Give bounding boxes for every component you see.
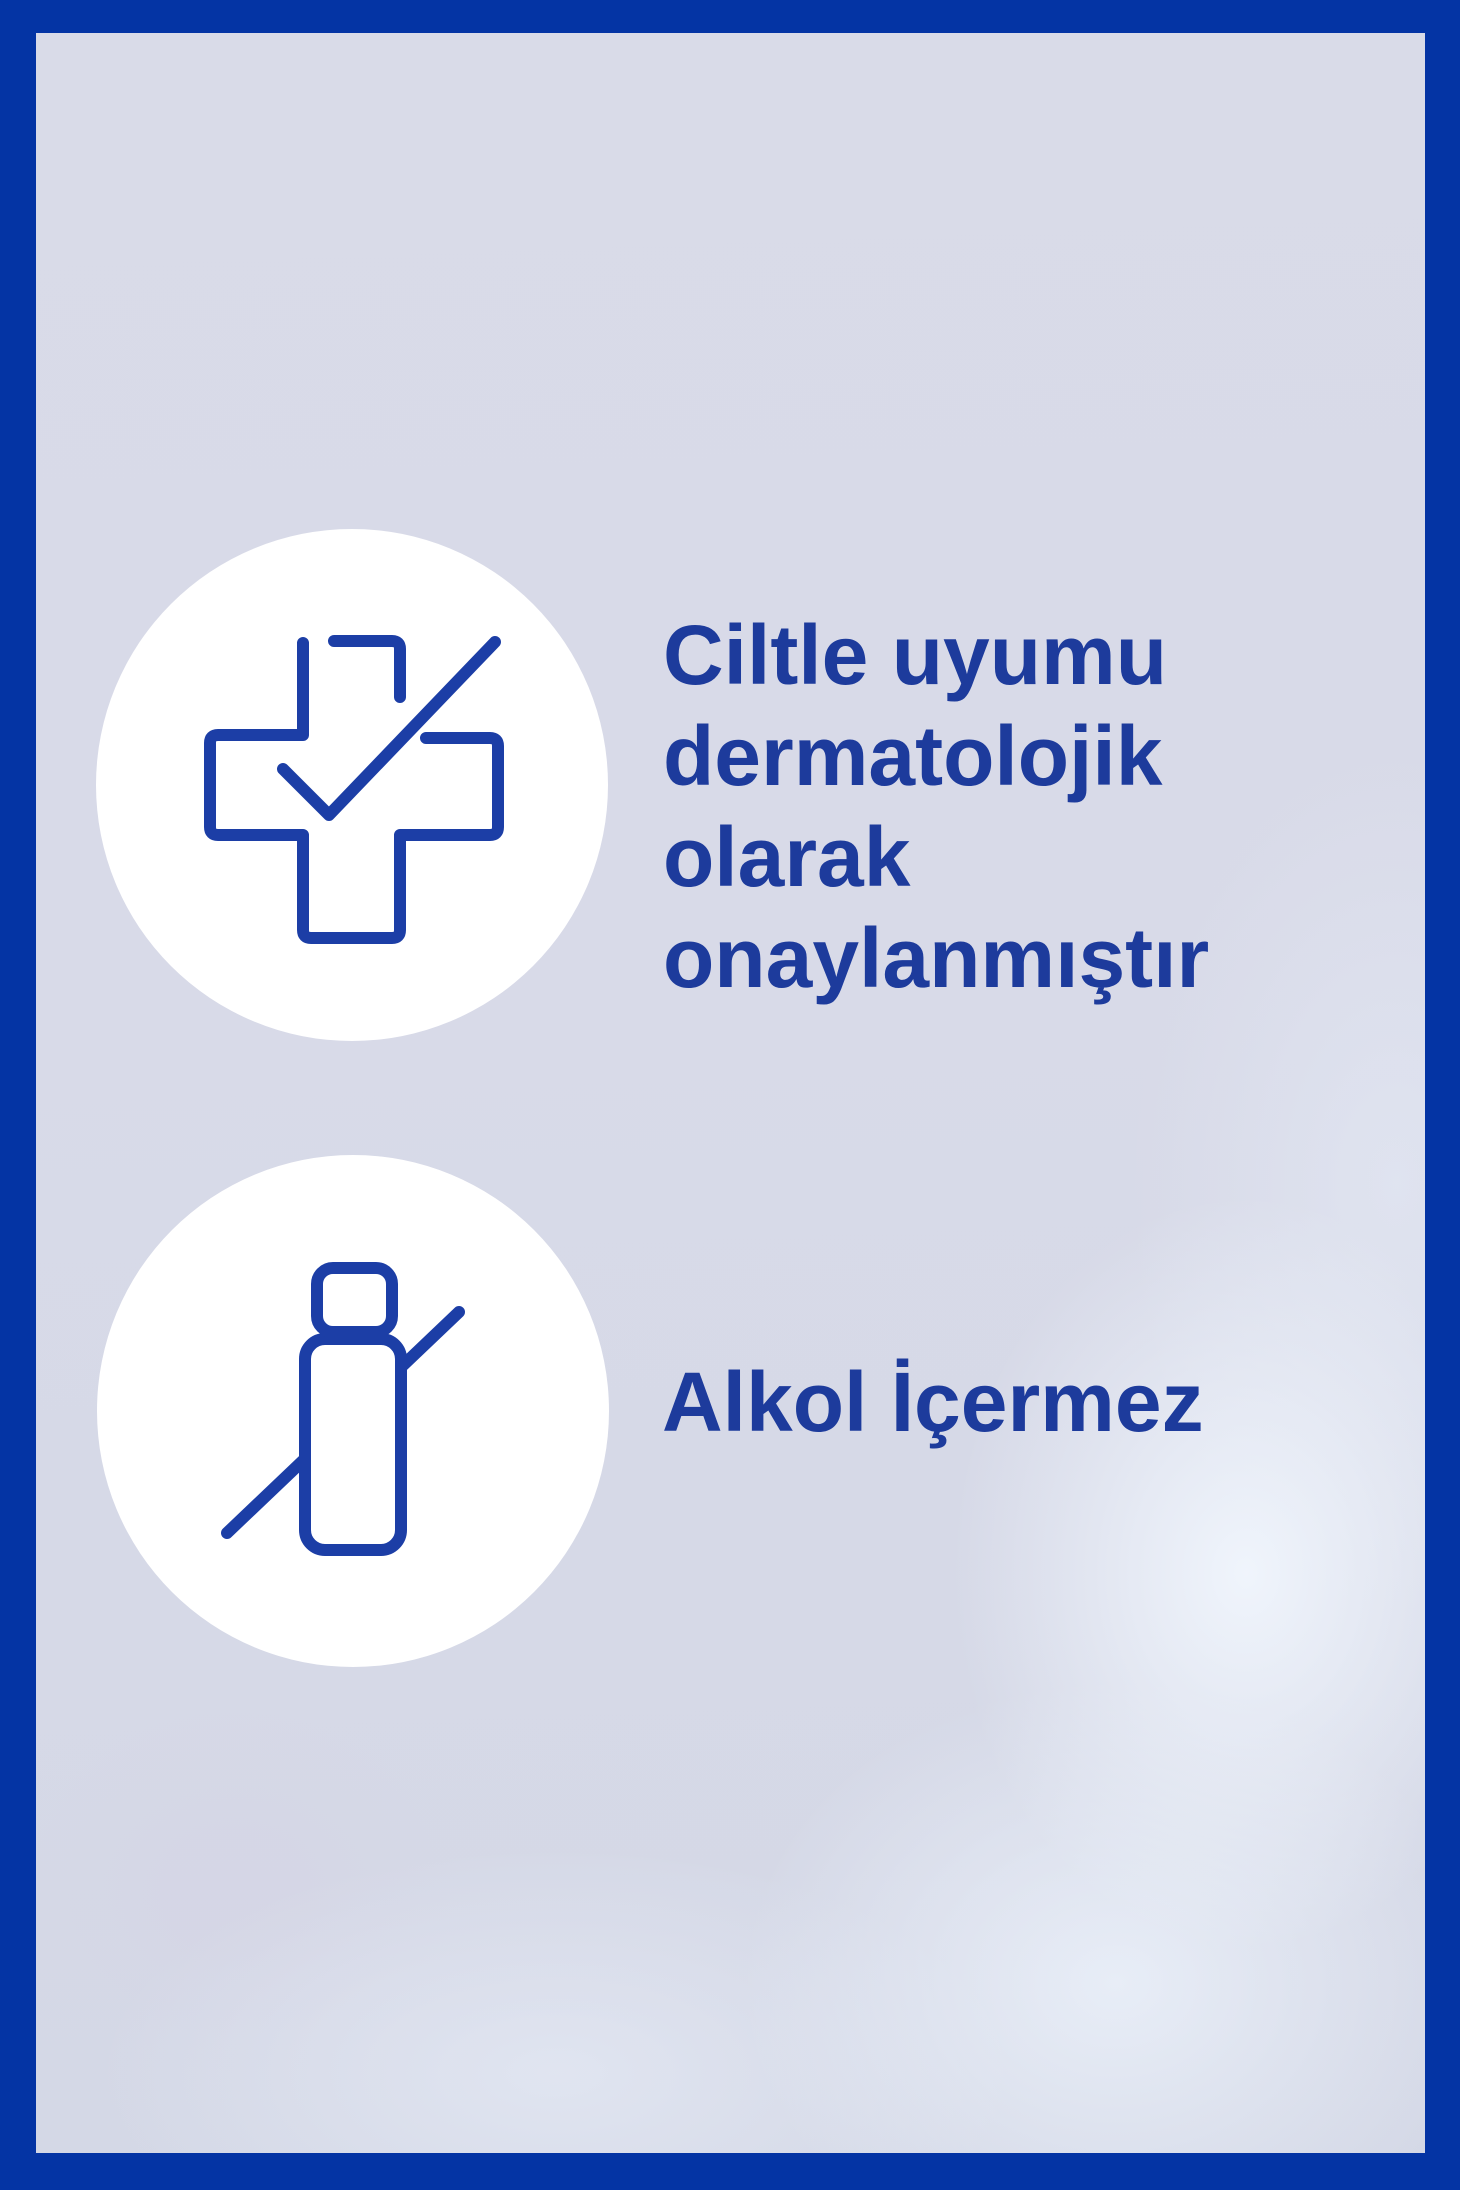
poster-background [36, 33, 1425, 2153]
claim-line: dermatolojik [663, 709, 1163, 803]
derm-approved-claim [663, 605, 1209, 1009]
derm-approved-badge [96, 529, 608, 1041]
medical-cross-check-icon [96, 529, 608, 1041]
no-alcohol-badge [97, 1155, 609, 1667]
no-alcohol-claim [662, 1352, 1204, 1453]
claim-line: olarak [663, 810, 911, 904]
claim-line: Alkol İçermez [662, 1355, 1204, 1449]
no-alcohol-bottle-icon [97, 1155, 609, 1667]
claim-line: onaylanmıştır [663, 911, 1210, 1005]
claim-line: Ciltle uyumu [663, 608, 1168, 702]
